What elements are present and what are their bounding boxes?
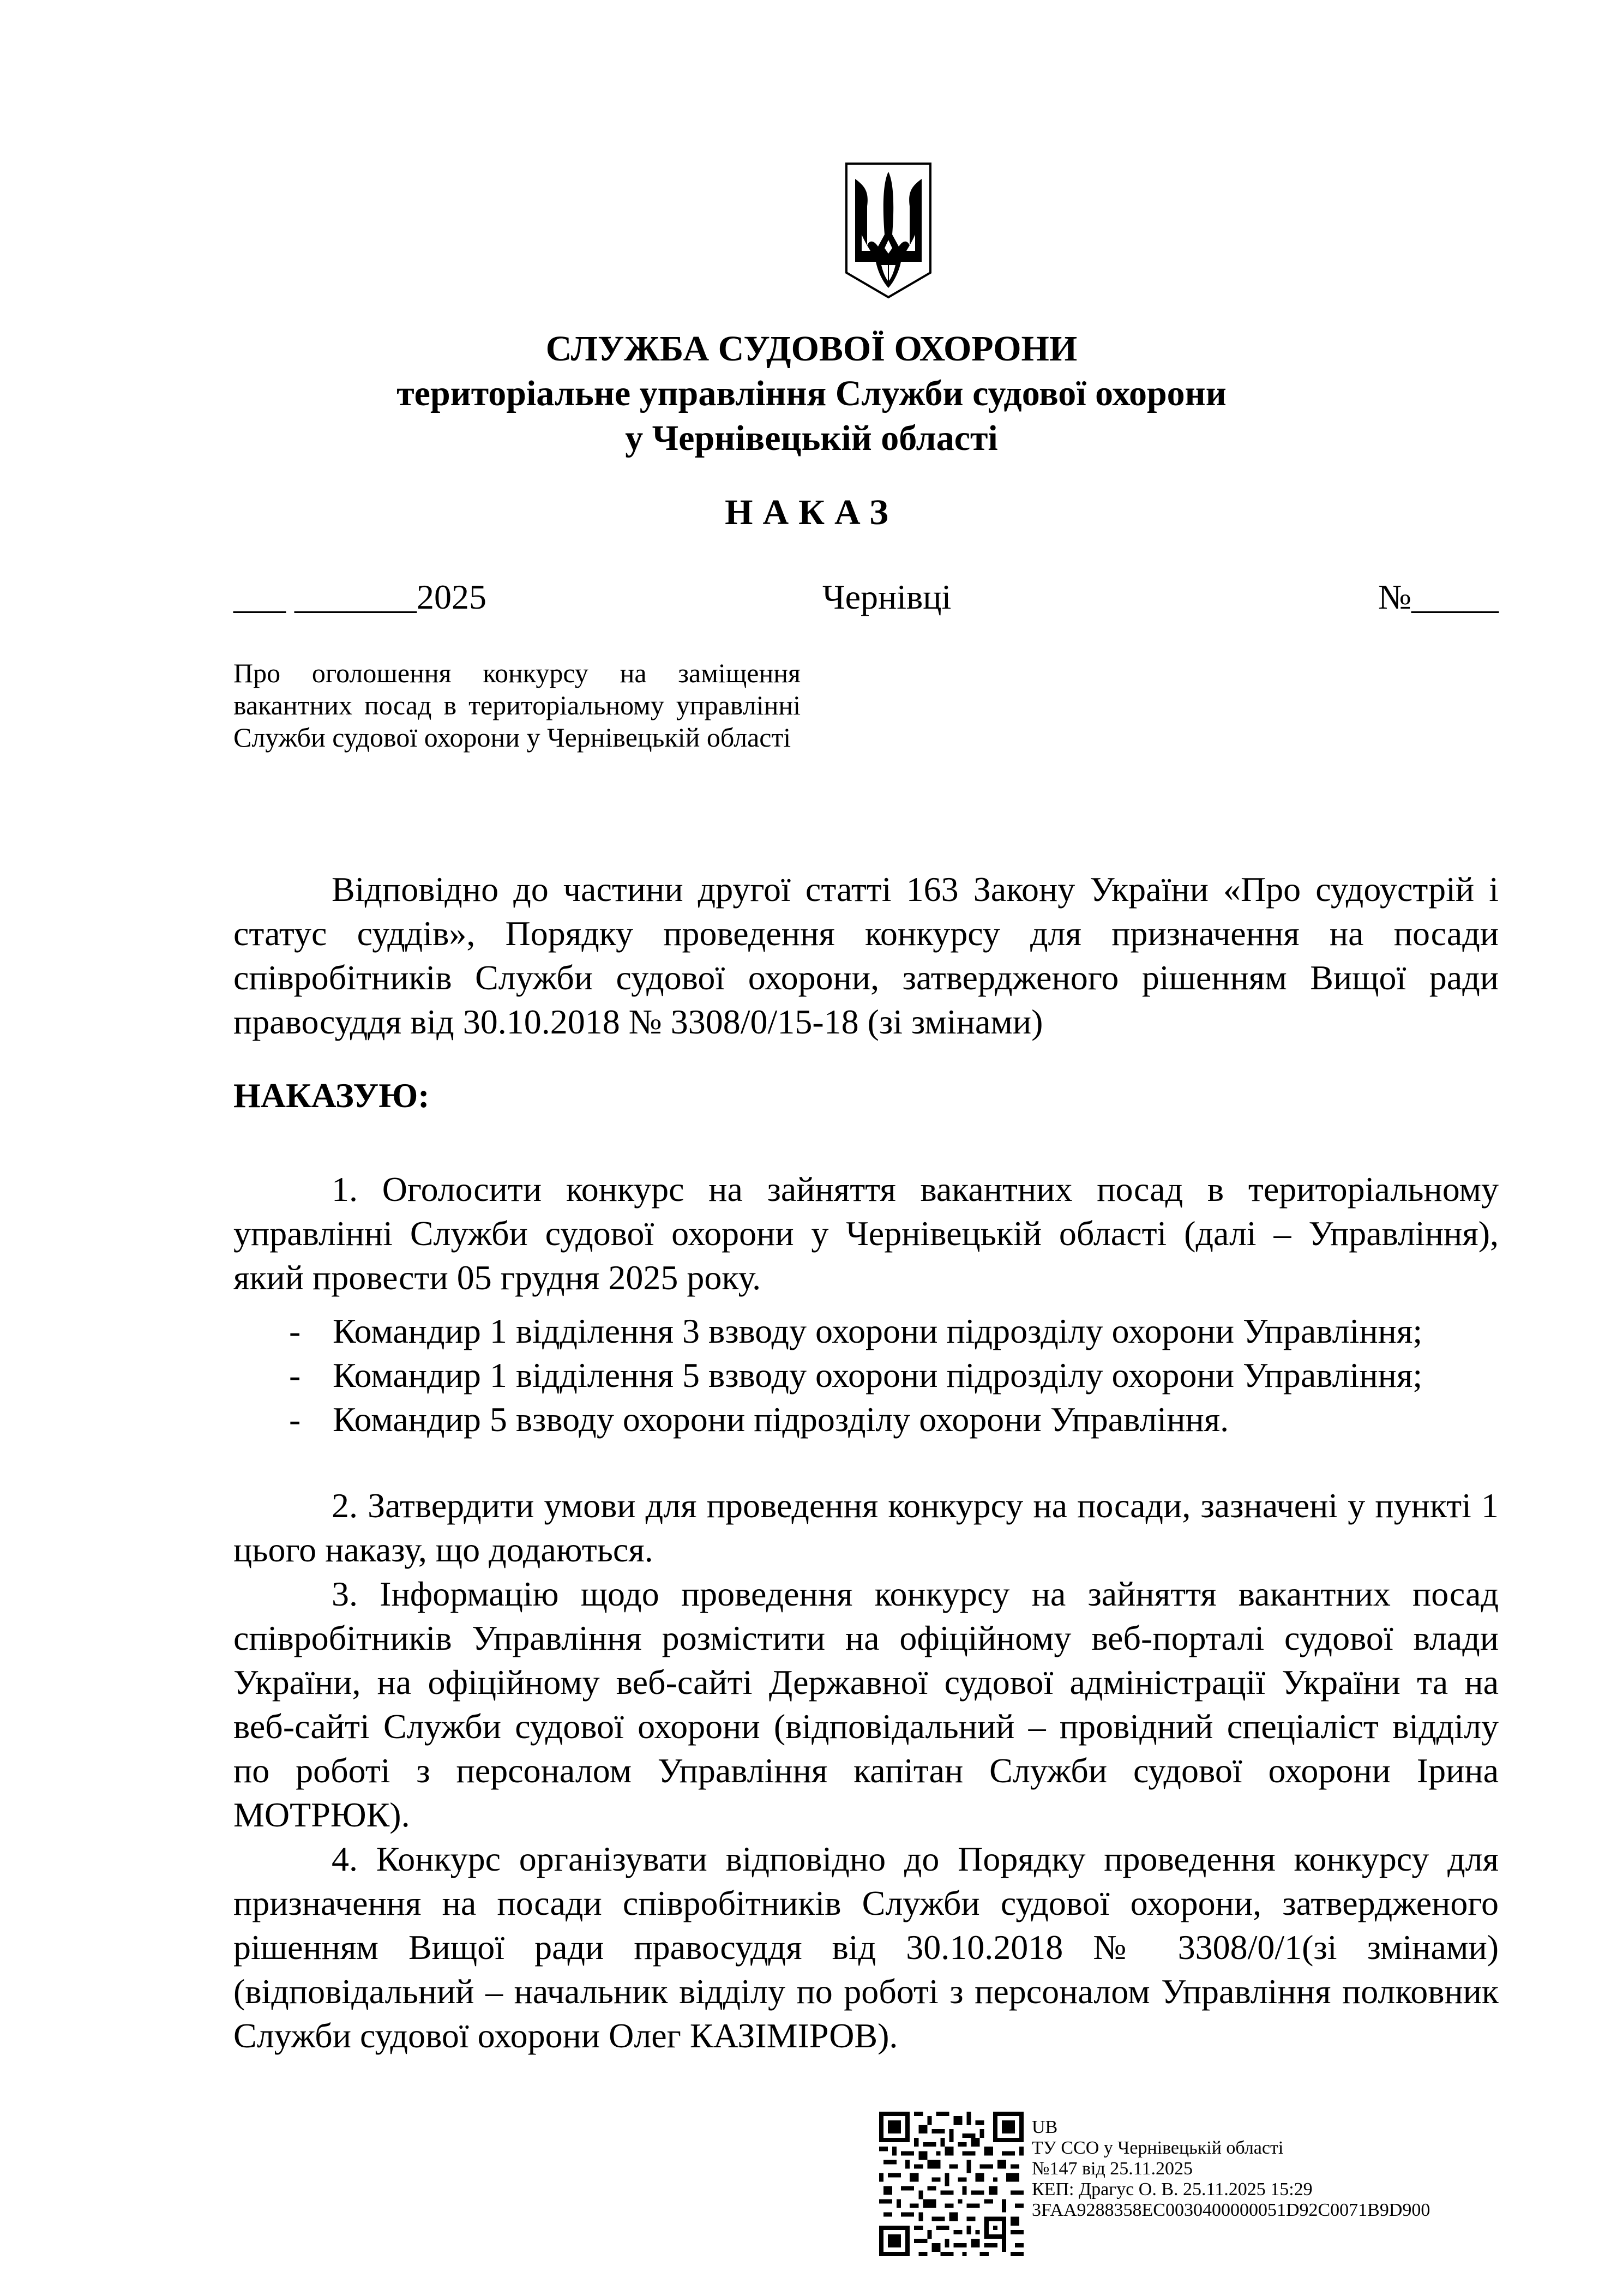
order-item-text: 1. Оголосити конкурс на зайняття вакантних посад в територіальному управлінні Служби судової охорони у Чернівецькій області (далі – Управління), який провести 05 грудня 2025 року. [233, 1170, 1499, 1297]
order-word: НАКАЗУЮ: [233, 1076, 430, 1115]
signature-signer: КЕП: Драгус О. В. 25.11.2025 15:29 [1032, 2179, 1313, 2199]
vacancy-item [284, 1397, 1505, 1441]
order-items-2-4 [233, 1483, 1499, 2058]
order-item-4: 4. Конкурс організувати відповідно до Порядку проведення конкурсу для призначення на посади співробітників Служби судової охорони, затвердженого рішенням Вищої ради правосуддя від 30.10.2018 № 3308/0/1(зі змінами) (відповідальний – начальник відділу по роботі з персоналом Управління полковник Служби судової охорони Олег КАЗІМІРОВ). [233, 1840, 1499, 2055]
trident-coat-of-arms-icon [842, 158, 935, 300]
order-item-2: 2. Затвердити умови для проведення конкурсу на посади, зазначені у пункті 1 цього наказу, що додаються. [233, 1486, 1499, 1569]
date-field: ___ _______2025 [233, 578, 486, 616]
signature-certificate-id: 3FAA9288358EC0030400000051D92C0071B9D900 [1032, 2200, 1430, 2220]
city: Чернівці [822, 578, 952, 616]
signature-registration: №147 від 25.11.2025 [1032, 2159, 1193, 2179]
preamble [233, 867, 1499, 1044]
order-item-1 [233, 1167, 1499, 1300]
vacancy-text: Командир 1 відділення 3 взводу охорони підрозділу охорони Управління; [333, 1312, 1423, 1350]
organization-title: СЛУЖБА СУДОВОЇ ОХОРОНИ [545, 329, 1078, 369]
vacancy-text: Командир 1 відділення 5 взводу охорони підрозділу охорони Управління; [333, 1356, 1423, 1395]
order-item-3: 3. Інформацію щодо проведення конкурсу на зайняття вакантних посад співробітників Управління розмістити на офіційному веб-порталі судової влади України, на офіційному веб-сайті Державної судової адміністрації України та на веб-сайті Служби судової охорони (відповідальний – провідний спеціаліст відділу по роботі з персоналом Управління капітан Служби судової охорони Ірина МОТРЮК). [233, 1574, 1499, 1834]
dateline [233, 573, 1499, 622]
vacancy-list [284, 1309, 1505, 1441]
vacancy-text: Командир 5 взводу охорони підрозділу охорони Управління. [333, 1400, 1229, 1439]
signature-organization: ТУ ССО у Чернівецькій області [1032, 2138, 1284, 2158]
dash-bullet: - [289, 1356, 301, 1395]
signature-prefix: UB [1032, 2117, 1058, 2137]
signature-details [1032, 2117, 1430, 2221]
vacancy-item [284, 1353, 1505, 1397]
preamble-text: Відповідно до частини другої статті 163 Закону України «Про судоустрій і статус суддів», Порядку проведення конкурсу для призначення на посади співробітників Служби судової охорони, затвердженого рішенням Вищої ради правосуддя від 30.10.2018 № 3308/0/15-18 (зі змінами) [233, 870, 1499, 1041]
order-number-field: №_____ [1378, 578, 1499, 616]
dash-bullet: - [289, 1312, 301, 1350]
electronic-signature-stamp [879, 2112, 1588, 2259]
order-subject: Про оголошення конкурсу на заміщення вакантних посад в територіальному управлінні Служби судової охорони у Чернівецькій області [233, 658, 801, 753]
organization-region: у Чернівецькій області [625, 418, 998, 458]
document-type: НАКАЗ [725, 492, 898, 532]
organization-subtitle: територіальне управління Служби судової охорони [396, 374, 1227, 413]
dash-bullet: - [289, 1400, 301, 1439]
qr-code-icon [879, 2112, 1024, 2256]
vacancy-item [284, 1309, 1505, 1353]
